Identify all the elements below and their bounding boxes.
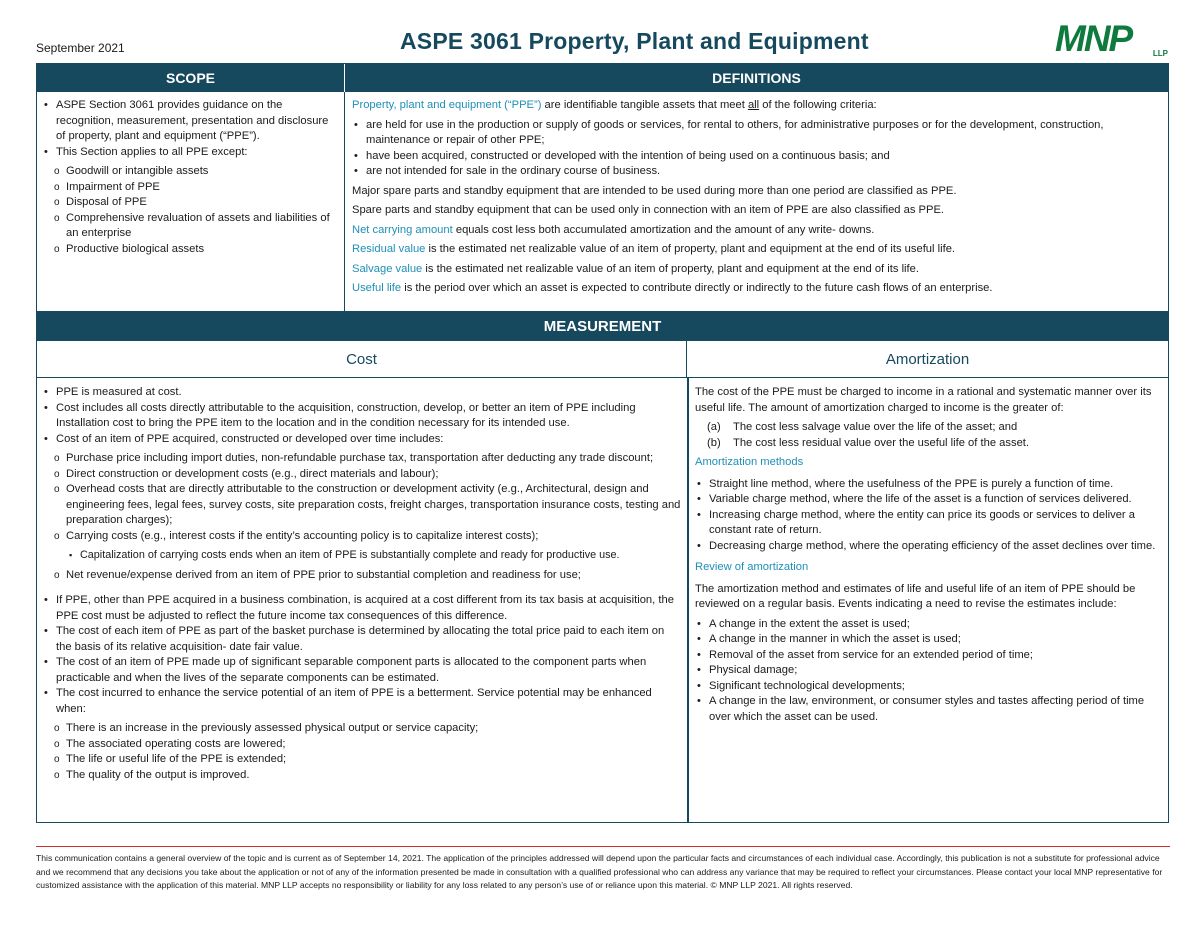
measurement-heading: MEASUREMENT: [37, 311, 1168, 341]
logo-wordmark: MNP: [1055, 18, 1132, 59]
definition-salvage: [352, 262, 1162, 278]
review-heading: Review of amortization: [695, 561, 809, 573]
betterment-item: o The associated operating costs are lowered;: [42, 737, 682, 753]
betterment-item: o There is an increase in the previously assessed physical output or service capacity;: [42, 721, 682, 737]
scope-exception: o Impairment of PPE: [42, 180, 340, 196]
review-text: The amortization method and estimates of life and useful life of an item of PPE should be reviewed on a regular basis. Events indicating a need to revise the estimates include:: [695, 582, 1136, 610]
term-text: equals cost less both accumulated amortization and the amount of any write- downs.: [452, 223, 875, 236]
ppe-criterion: • are held for use in the production or supply of goods or services, for rental to others, for administrative purposes or for the development, construction, maintenance or repair of other PPE;: [352, 118, 1162, 149]
cost-item: o Net revenue/expense derived from an item of PPE prior to substantial completion and readiness for use;: [42, 568, 682, 584]
amortization-intro: The cost of the PPE must be charged to income in a rational and systematic manner over its useful life. The amount of amortization charged to income is the greater of:: [695, 386, 1152, 414]
cost-bullet: • The cost incurred to enhance the service potential of an item of PPE is a betterment. Service potential may be enhanced when:: [42, 686, 682, 717]
review-event: • Significant technological developments;: [695, 679, 1163, 695]
cost-item: o Direct construction or development costs (e.g., direct materials and labour);: [42, 467, 682, 483]
cost-bullet: • The cost of an item of PPE made up of significant separable component parts is allocated to the component parts when practicable and when the lives of the separate components can be estimated.: [42, 655, 682, 686]
cost-item: o Purchase price including import duties, non-refundable purchase tax, transportation after deducting any trade discount;: [42, 451, 682, 467]
cost-bullet: • Cost of an item of PPE acquired, constructed or developed over time includes:: [42, 432, 682, 448]
logo-suffix: LLP: [1152, 49, 1168, 58]
ppe-criterion: • have been acquired, constructed or developed with the intention of being used on a continuous basis; and: [352, 149, 1162, 165]
term: Net carrying amount: [352, 223, 453, 236]
term: Residual value: [352, 243, 426, 255]
summary-table: [36, 63, 1169, 823]
ppe-definition: [352, 98, 1162, 114]
ppe-text-underline: all: [747, 99, 760, 111]
document-date: September 2021: [36, 41, 125, 55]
ppe-text-end: of the following criteria:: [759, 99, 877, 111]
carrying-cost-note: ▪ Capitalization of carrying costs ends when an item of PPE is substantially complete and ready for productive use.: [42, 548, 682, 564]
betterment-item: o The life or useful life of the PPE is extended;: [42, 752, 682, 768]
term-text: is the period over which an asset is expected to contribute directly or indirectly to the future cash flows of an enterprise.: [401, 282, 993, 294]
definition-net-carrying: [352, 223, 1162, 239]
cost-bullet: • Cost includes all costs directly attributable to the acquisition, construction, develop, or better an item of PPE including Installation cost to bring the PPE item to the location and in the condition necessary for its intended use.: [42, 401, 682, 432]
method-item: • Variable charge method, where the life of the asset is a function of services delivered.: [695, 492, 1163, 508]
option-marker: (a): [707, 421, 721, 433]
ppe-criterion: • are not intended for sale in the ordinary course of business.: [352, 164, 1162, 180]
scope-exception: o Comprehensive revaluation of assets and liabilities of an enterprise: [42, 211, 340, 242]
scope-intro: • ASPE Section 3061 provides guidance on the recognition, measurement, presentation and disclosure of property, plant and equipment (“PPE”).: [42, 98, 340, 145]
ppe-term: Property, plant and equipment (“PPE”): [352, 99, 542, 111]
definitions-heading: DEFINITIONS: [345, 64, 1168, 92]
method-item: • Increasing charge method, where the entity can price its goods or services to deliver a constant rate of return.: [695, 508, 1163, 539]
cost-bullet: • PPE is measured at cost.: [42, 385, 682, 401]
disclaimer-footer: This communication contains a general overview of the topic and is current as of September 14, 2021. The application of the principles addressed will depend upon the particular facts and circumstances of each individual case. Accordingly, this publication is not a substitute for professional advice and we recommend that any decisions you take about the application or not of any of the information presented be made in consultation with a qualified professional who can address any variance that may be required to reflect your circumstances. Please contact your local MNP representative for customized assistance with the application of this material. MNP LLP accepts no responsibility or liability for any loss related to any person’s use of or reliance upon this material. © MNP LLP 2021. All rights reserved.: [36, 846, 1170, 893]
review-event: • Removal of the asset from service for an extended period of time;: [695, 648, 1163, 664]
cost-bullet: • If PPE, other than PPE acquired in a business combination, is acquired at a cost different from its tax basis at acquisition, the PPE cost must be adjusted to reflect the future income tax consequences of this difference.: [42, 593, 682, 624]
definitions-cell: [352, 98, 1162, 297]
amortization-option: [695, 436, 1163, 452]
amortization-option: [695, 420, 1163, 436]
methods-heading: Amortization methods: [695, 456, 804, 468]
review-event: • A change in the extent the asset is used;: [695, 617, 1163, 633]
cost-item: o Overhead costs that are directly attributable to the construction or development activity (e.g., Architectural, design and engineering fees, legal fees, survey costs, site preparation costs, freight charges, transportation insurance costs, testing and preparation charges);: [42, 482, 682, 529]
cost-item: o Carrying costs (e.g., interest costs if the entity’s accounting policy is to capitalize interest costs);: [42, 529, 682, 545]
scope-heading: SCOPE: [37, 64, 344, 92]
option-text: The cost less salvage value over the life of the asset; and: [733, 421, 1018, 433]
option-marker: (b): [707, 436, 721, 449]
spare-parts-standby: Spare parts and standby equipment that can be used only in connection with an item of PPE are also classified as PPE.: [352, 204, 945, 216]
spare-parts-major: Major spare parts and standby equipment that are intended to be used during more than one period are classified as PPE.: [352, 184, 957, 197]
betterment-item: o The quality of the output is improved.: [42, 768, 682, 784]
review-event: • A change in the law, environment, or consumer styles and tastes affecting period of time over which the asset can be used.: [695, 694, 1163, 725]
scope-exception: o Goodwill or intangible assets: [42, 164, 340, 180]
document-title: ASPE 3061 Property, Plant and Equipment: [400, 28, 869, 54]
scope-exception: o Productive biological assets: [42, 242, 340, 258]
scope-exception: o Disposal of PPE: [42, 195, 340, 211]
scope-applies: • This Section applies to all PPE except:: [42, 145, 340, 161]
amortization-cell: [695, 385, 1163, 725]
column-divider: [344, 92, 345, 311]
method-item: • Decreasing charge method, where the operating efficiency of the asset declines over time.: [695, 539, 1163, 555]
term-text: is the estimated net realizable value of an item of property, plant and equipment at the end of its life.: [422, 262, 919, 275]
amortization-heading: Amortization: [687, 341, 1168, 378]
cost-cell: [42, 385, 682, 783]
column-divider: [687, 378, 689, 822]
scope-cell: [42, 98, 340, 257]
review-event: • A change in the manner in which the asset is used;: [695, 632, 1163, 648]
term: Useful life: [352, 282, 402, 294]
term: Salvage value: [352, 262, 423, 275]
term-text: is the estimated net realizable value of an item of property, plant and equipment at the end of its useful life.: [425, 243, 956, 255]
method-item: • Straight line method, where the usefulness of the PPE is purely a function of time.: [695, 477, 1163, 493]
mnp-logo: [1055, 20, 1170, 60]
cost-heading: Cost: [37, 341, 687, 378]
option-text: The cost less residual value over the useful life of the asset.: [733, 436, 1030, 449]
review-event: • Physical damage;: [695, 663, 1163, 679]
ppe-text: are identifiable tangible assets that meet: [541, 99, 748, 111]
definition-useful-life: [352, 281, 1162, 297]
definition-residual: [352, 242, 1162, 258]
cost-bullet: • The cost of each item of PPE as part of the basket purchase is determined by allocating the total price paid to each item on the basis of its relative acquisition- date fair value.: [42, 624, 682, 655]
